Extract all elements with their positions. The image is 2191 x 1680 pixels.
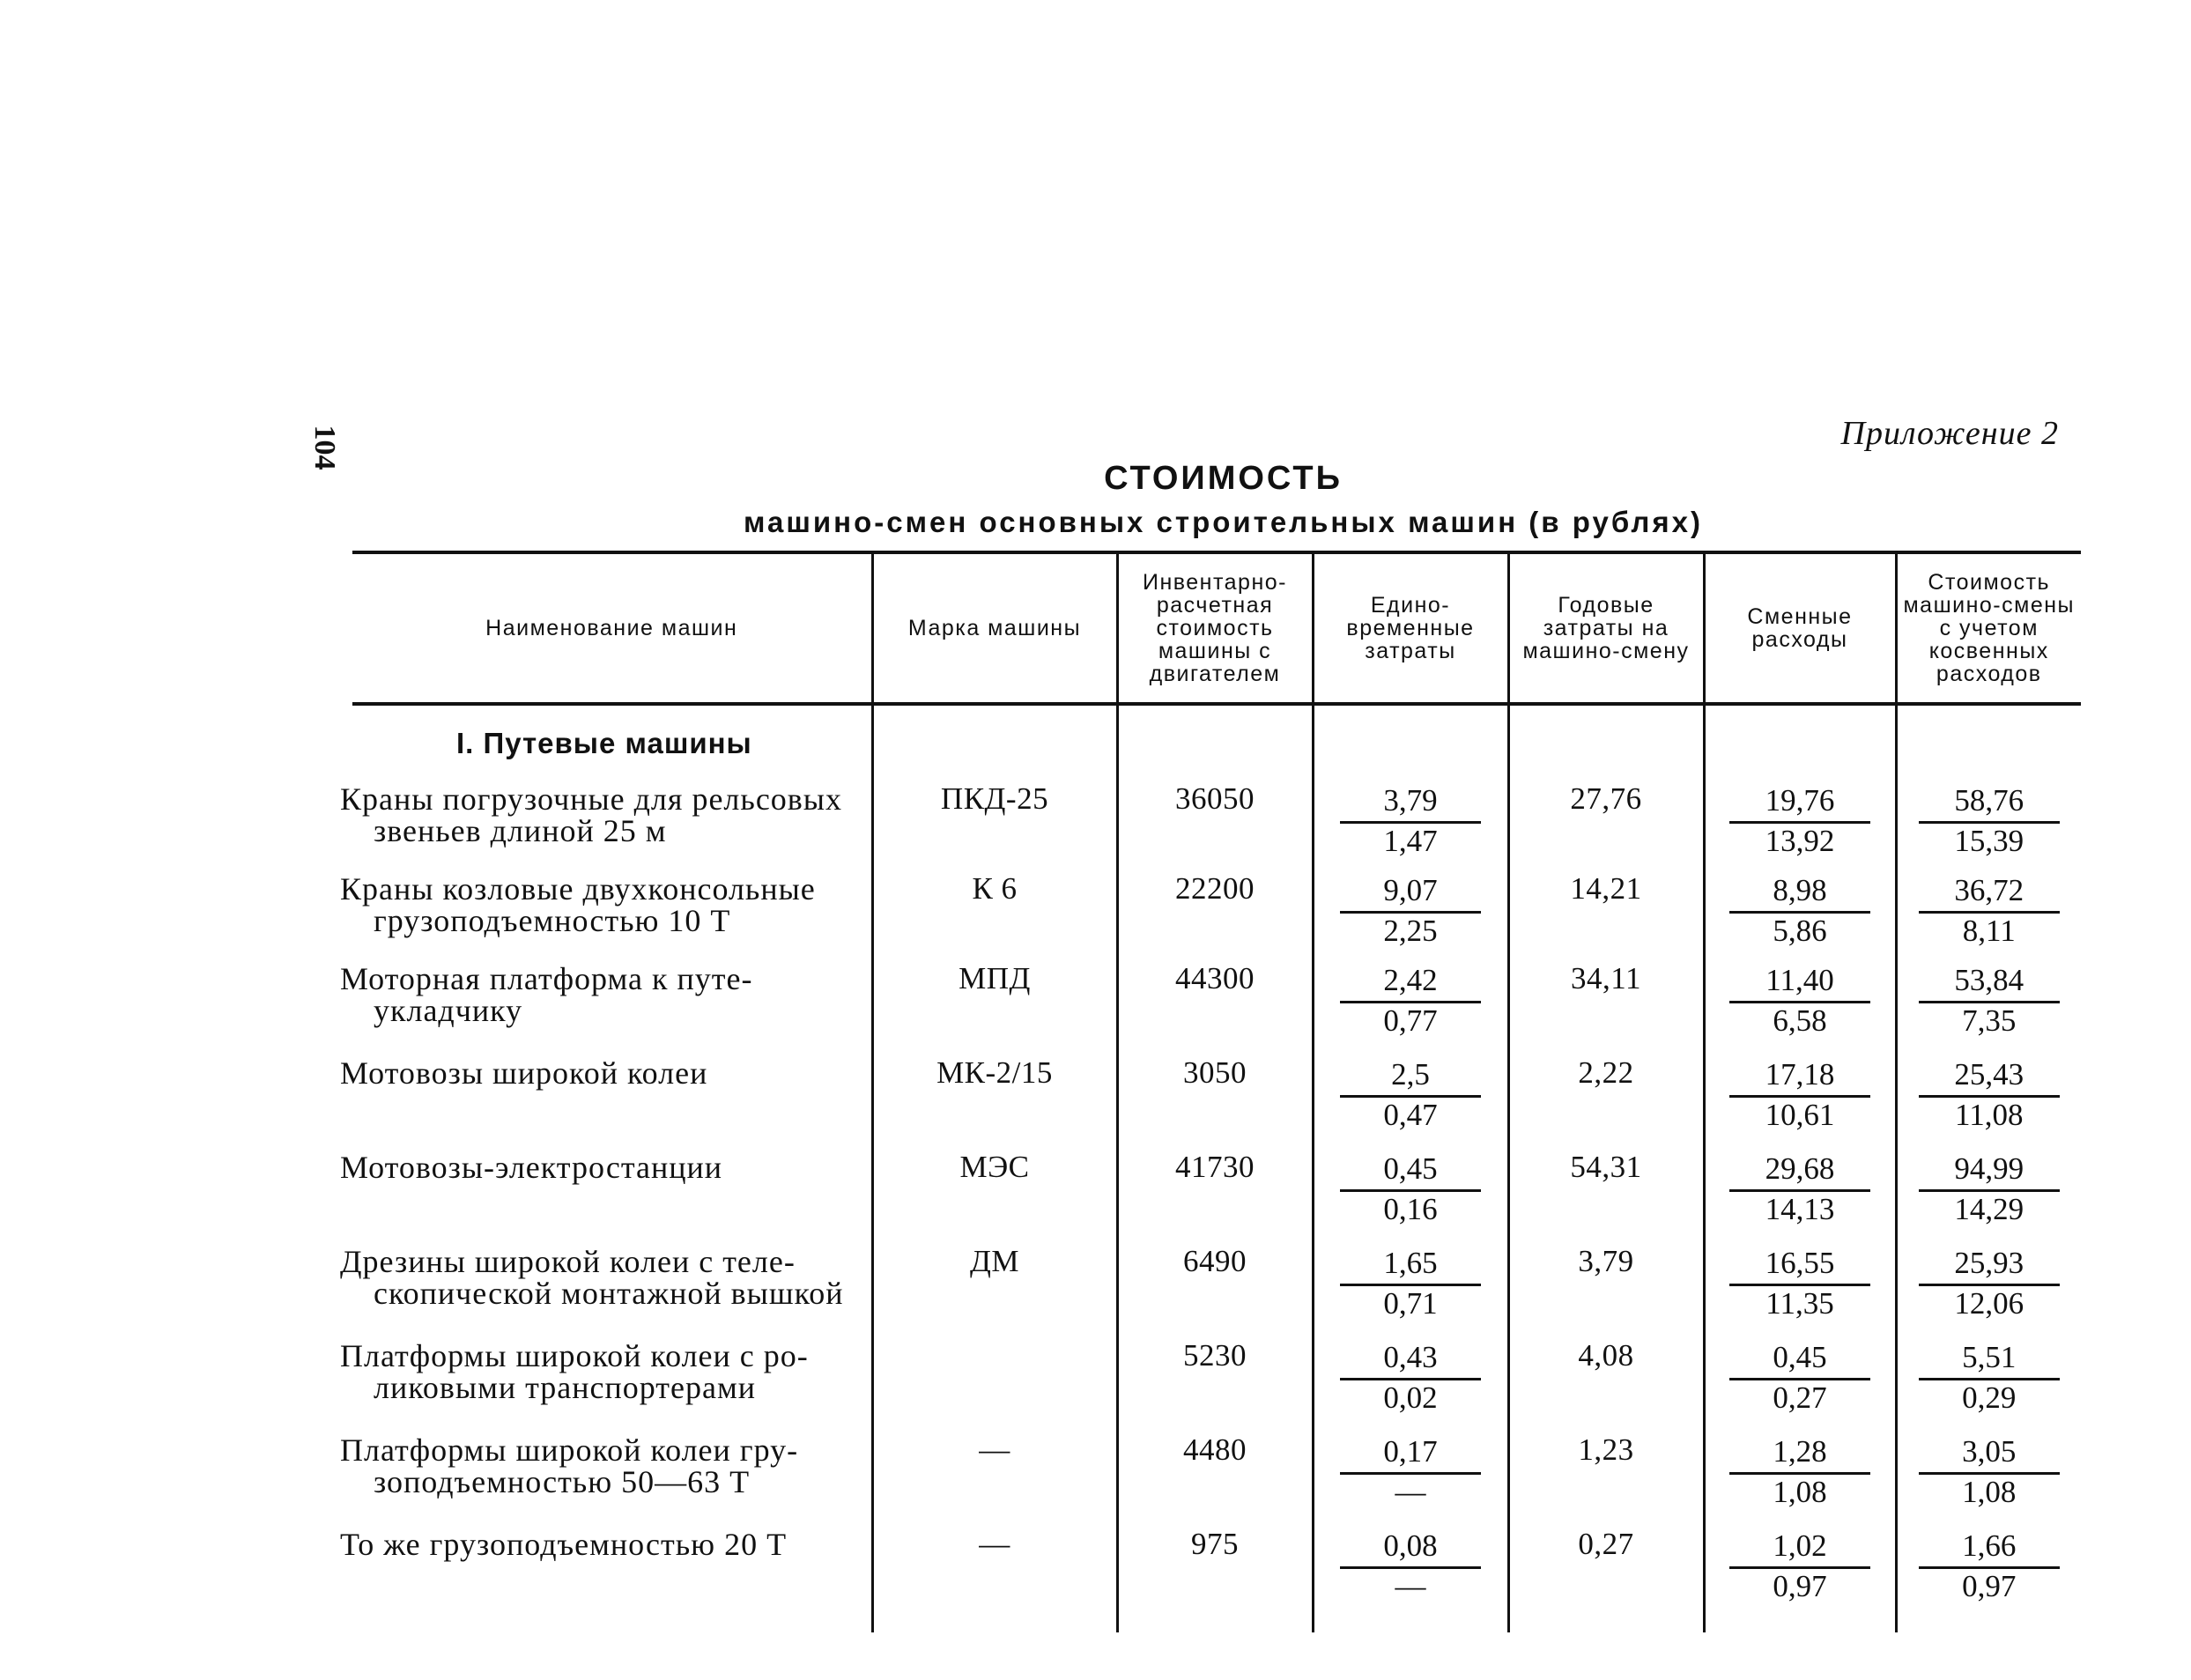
shift-numerator: 19,76 [1729, 783, 1870, 824]
inventory-cost: 5230 [1183, 1338, 1247, 1373]
one-time-denominator: 0,02 [1383, 1380, 1438, 1415]
machine-name [340, 963, 871, 1026]
table-row [352, 1340, 2081, 1434]
machine-name [340, 783, 871, 847]
one-time-fraction [1340, 1434, 1481, 1510]
one-time-numerator: 2,5 [1340, 1057, 1481, 1098]
inventory-cell [1117, 1340, 1313, 1434]
table-row [352, 1151, 2081, 1246]
table-row [352, 1528, 2081, 1632]
shift-denominator: 6,58 [1773, 1003, 1827, 1038]
total-cost-numerator: 53,84 [1919, 963, 2060, 1003]
annual-cost: 54,31 [1570, 1150, 1642, 1184]
inventory-cost: 3050 [1183, 1055, 1247, 1090]
shift-numerator: 0,45 [1729, 1340, 1870, 1380]
shift-cell [1704, 783, 1896, 873]
total-cost-denominator: 0,97 [1962, 1569, 2017, 1603]
annual-cost: 2,22 [1578, 1055, 1634, 1090]
shift-denominator: 11,35 [1765, 1286, 1834, 1321]
shift-numerator: 16,55 [1729, 1246, 1870, 1286]
total-cost-numerator: 5,51 [1919, 1340, 2060, 1380]
machine-mark: МЭС [959, 1150, 1030, 1184]
shift-fraction [1729, 1528, 1870, 1604]
section-empty-cell [1896, 714, 2081, 783]
inventory-cell [1117, 1151, 1313, 1246]
one-time-numerator: 0,17 [1340, 1434, 1481, 1475]
one-time-fraction [1340, 1151, 1481, 1227]
mark-cell [872, 1528, 1117, 1632]
spacer-cell [1313, 704, 1508, 714]
machine-mark: — [979, 1432, 1010, 1467]
inventory-cell [1117, 783, 1313, 873]
total-cost-numerator: 3,05 [1919, 1434, 2060, 1475]
one-time-denominator: 0,77 [1383, 1003, 1438, 1038]
total-cost-cell [1896, 1434, 2081, 1528]
machine-name-line2: зоподъемностью 50—63 Т [374, 1464, 751, 1499]
one-time-cell [1313, 873, 1508, 963]
spacer-cell [1508, 704, 1704, 714]
inventory-cost: 975 [1191, 1527, 1239, 1561]
table-header-row [352, 552, 2081, 704]
annual-cost: 0,27 [1578, 1527, 1634, 1561]
total-cost-fraction [1919, 1057, 2060, 1133]
total-cost-cell [1896, 783, 2081, 873]
header-machine-name: Наименование машин [352, 552, 872, 704]
inventory-cost: 4480 [1183, 1432, 1247, 1467]
machine-name-line1: То же грузоподъемностью 20 Т [340, 1527, 788, 1562]
shift-numerator: 29,68 [1729, 1151, 1870, 1192]
one-time-cell [1313, 1434, 1508, 1528]
machine-name-line2: скопической монтажной вышкой [374, 1276, 844, 1311]
annual-cost: 34,11 [1571, 961, 1641, 995]
one-time-fraction [1340, 873, 1481, 949]
inventory-cell [1117, 1057, 1313, 1151]
shift-fraction [1729, 783, 1870, 859]
machine-name-cell [340, 871, 872, 963]
one-time-denominator: 2,25 [1383, 914, 1438, 948]
machine-name [340, 1246, 871, 1309]
shift-denominator: 13,92 [1765, 824, 1835, 858]
machine-name-cell [340, 781, 872, 873]
total-cost-denominator: 1,08 [1962, 1475, 2017, 1509]
one-time-numerator: 0,08 [1340, 1528, 1481, 1569]
machine-name-cell [340, 1432, 872, 1528]
machine-mark: МК-2/15 [936, 1055, 1053, 1090]
one-time-denominator: — [1395, 1475, 1426, 1509]
machine-mark: ДМ [970, 1244, 1019, 1278]
one-time-numerator: 0,45 [1340, 1151, 1481, 1192]
annual-cost: 1,23 [1578, 1432, 1634, 1467]
inventory-cost: 41730 [1175, 1150, 1255, 1184]
one-time-cell [1313, 1057, 1508, 1151]
total-cost-cell [1896, 1528, 2081, 1632]
total-cost-fraction [1919, 1528, 2060, 1604]
annual-cell [1508, 1057, 1704, 1151]
total-cost-numerator: 25,43 [1919, 1057, 2060, 1098]
machine-name-cell [340, 961, 872, 1057]
total-cost-fraction [1919, 1246, 2060, 1321]
one-time-fraction [1340, 1246, 1481, 1321]
one-time-numerator: 1,65 [1340, 1246, 1481, 1286]
machine-mark: К 6 [972, 871, 1018, 906]
table-row [352, 873, 2081, 963]
shift-numerator: 11,40 [1729, 963, 1870, 1003]
total-cost-denominator: 0,29 [1962, 1380, 2017, 1415]
shift-fraction [1729, 1434, 1870, 1510]
total-cost-denominator: 14,29 [1954, 1192, 2024, 1226]
section-empty-cell [1117, 714, 1313, 783]
shift-cell [1704, 1151, 1896, 1246]
machine-mark: — [979, 1527, 1010, 1561]
mark-cell [872, 963, 1117, 1057]
section-title: I. Путевые машины [456, 727, 752, 759]
one-time-cell [1313, 1340, 1508, 1434]
shift-cell [1704, 1246, 1896, 1340]
header-inventory-cost: Инвентарно-расчетная стоимость машины с двигателем [1117, 552, 1313, 704]
inventory-cell [1117, 1434, 1313, 1528]
section-row [352, 714, 2081, 783]
machine-name [340, 873, 871, 936]
section-empty-cell [1508, 714, 1704, 783]
total-cost-fraction [1919, 1340, 2060, 1416]
annual-cell [1508, 873, 1704, 963]
annual-cell [1508, 1246, 1704, 1340]
shift-numerator: 8,98 [1729, 873, 1870, 914]
one-time-denominator: 0,16 [1383, 1192, 1438, 1226]
spacer-cell [1704, 704, 1896, 714]
shift-cell [1704, 1057, 1896, 1151]
inventory-cell [1117, 1528, 1313, 1632]
appendix-label: Приложение 2 [1840, 415, 2059, 452]
annual-cost: 14,21 [1570, 871, 1642, 906]
total-cost-numerator: 94,99 [1919, 1151, 2060, 1192]
section-cell [352, 714, 872, 783]
machine-name [340, 1151, 871, 1183]
shift-fraction [1729, 1340, 1870, 1416]
shift-cell [1704, 963, 1896, 1057]
total-cost-numerator: 36,72 [1919, 873, 2060, 914]
one-time-cell [1313, 1246, 1508, 1340]
one-time-fraction [1340, 1340, 1481, 1416]
table-row [352, 1246, 2081, 1340]
mark-cell [872, 1151, 1117, 1246]
spacer-row [352, 704, 2081, 714]
section-empty-cell [1704, 714, 1896, 783]
one-time-numerator: 9,07 [1340, 873, 1481, 914]
machine-name-line1: Дрезины широкой колеи с теле- [340, 1244, 796, 1279]
one-time-fraction [1340, 1057, 1481, 1133]
one-time-denominator: 1,47 [1383, 824, 1438, 858]
mark-cell [872, 1246, 1117, 1340]
inventory-cost: 6490 [1183, 1244, 1247, 1278]
inventory-cell [1117, 873, 1313, 963]
machine-name-line2: укладчику [374, 993, 523, 1028]
one-time-numerator: 0,43 [1340, 1340, 1481, 1380]
machine-name-cell [340, 1338, 872, 1434]
total-cost-cell [1896, 1057, 2081, 1151]
total-cost-denominator: 8,11 [1962, 914, 2016, 948]
machine-name-cell [340, 1055, 872, 1151]
shift-cell [1704, 1340, 1896, 1434]
inventory-cost: 44300 [1175, 961, 1255, 995]
mark-cell [872, 1057, 1117, 1151]
total-cost-cell [1896, 1340, 2081, 1434]
annual-cost: 3,79 [1578, 1244, 1634, 1278]
total-cost-numerator: 25,93 [1919, 1246, 2060, 1286]
total-cost-fraction [1919, 963, 2060, 1039]
machine-name-line2: ликовыми транспортерами [374, 1370, 757, 1405]
total-cost-numerator: 1,66 [1919, 1528, 2060, 1569]
one-time-cell [1313, 963, 1508, 1057]
machine-name-cell [340, 1527, 872, 1632]
document-subtitle: машино-смен основных строительных машин (в рублях) [744, 506, 1703, 538]
header-annual-costs: Годовые затраты на машино-смену [1508, 552, 1704, 704]
machine-name-line1: Моторная платформа к путе- [340, 961, 753, 996]
shift-denominator: 0,97 [1773, 1569, 1827, 1603]
shift-numerator: 1,28 [1729, 1434, 1870, 1475]
machine-mark: МПД [959, 961, 1031, 995]
annual-cell [1508, 1528, 1704, 1632]
mark-cell [872, 1340, 1117, 1434]
one-time-cell [1313, 783, 1508, 873]
spacer-cell [352, 704, 872, 714]
total-cost-fraction [1919, 873, 2060, 949]
total-cost-denominator: 7,35 [1962, 1003, 2017, 1038]
machine-name-line1: Краны козловые двухконсольные [340, 871, 816, 907]
total-cost-fraction [1919, 783, 2060, 859]
shift-fraction [1729, 1151, 1870, 1227]
machine-name [340, 1057, 871, 1089]
shift-cell [1704, 1528, 1896, 1632]
machine-name-line1: Мотовозы широкой колеи [340, 1055, 708, 1091]
one-time-cell [1313, 1528, 1508, 1632]
mark-cell [872, 783, 1117, 873]
table-row [352, 783, 2081, 873]
shift-fraction [1729, 1246, 1870, 1321]
inventory-cost: 22200 [1175, 871, 1255, 906]
total-cost-denominator: 12,06 [1954, 1286, 2024, 1321]
spacer-cell [1117, 704, 1313, 714]
table-row [352, 1434, 2081, 1528]
header-machine-mark: Марка машины [872, 552, 1117, 704]
total-cost-cell [1896, 1246, 2081, 1340]
section-empty-cell [872, 714, 1117, 783]
table-row [352, 1057, 2081, 1151]
annual-cell [1508, 1340, 1704, 1434]
spacer-cell [1896, 704, 2081, 714]
annual-cost: 27,76 [1570, 781, 1642, 816]
machine-cost-table [340, 551, 2081, 1632]
annual-cell [1508, 783, 1704, 873]
annual-cost: 4,08 [1578, 1338, 1634, 1373]
inventory-cell [1117, 963, 1313, 1057]
one-time-cell [1313, 1151, 1508, 1246]
one-time-denominator: 0,71 [1383, 1286, 1438, 1321]
mark-cell [872, 873, 1117, 963]
page-number: 104 [308, 425, 341, 470]
shift-fraction [1729, 873, 1870, 949]
one-time-fraction [1340, 963, 1481, 1039]
inventory-cost: 36050 [1175, 781, 1255, 816]
shift-denominator: 10,61 [1765, 1098, 1835, 1132]
machine-name-line1: Мотовозы-электростанции [340, 1150, 723, 1185]
one-time-numerator: 3,79 [1340, 783, 1481, 824]
shift-numerator: 1,02 [1729, 1528, 1870, 1569]
machine-name-line2: звеньев длиной 25 м [374, 813, 667, 848]
shift-denominator: 5,86 [1773, 914, 1827, 948]
shift-denominator: 1,08 [1773, 1475, 1827, 1509]
shift-numerator: 17,18 [1729, 1057, 1870, 1098]
machine-name-line1: Краны погрузочные для рельсовых [340, 781, 842, 817]
annual-cell [1508, 1434, 1704, 1528]
mark-cell [872, 1434, 1117, 1528]
shift-cell [1704, 1434, 1896, 1528]
machine-name-cell [340, 1244, 872, 1340]
header-shift-cost-total: Стоимость машино-смены с учетом косвенных расходов [1896, 552, 2081, 704]
total-cost-cell [1896, 1151, 2081, 1246]
one-time-fraction [1340, 783, 1481, 859]
one-time-numerator: 2,42 [1340, 963, 1481, 1003]
shift-denominator: 0,27 [1773, 1380, 1827, 1415]
document-title: СТОИМОСТЬ [1104, 460, 1343, 497]
machine-name [340, 1434, 871, 1498]
total-cost-denominator: 11,08 [1955, 1098, 2024, 1132]
machine-name-line1: Платформы широкой колеи гру- [340, 1432, 799, 1468]
section-empty-cell [1313, 714, 1508, 783]
total-cost-denominator: 15,39 [1954, 824, 2024, 858]
one-time-denominator: — [1395, 1569, 1426, 1603]
machine-name-line2: грузоподъемностью 10 Т [374, 903, 731, 938]
one-time-denominator: 0,47 [1383, 1098, 1438, 1132]
shift-fraction [1729, 963, 1870, 1039]
shift-denominator: 14,13 [1765, 1192, 1835, 1226]
spacer-cell [872, 704, 1117, 714]
shift-fraction [1729, 1057, 1870, 1133]
total-cost-fraction [1919, 1434, 2060, 1510]
total-cost-cell [1896, 873, 2081, 963]
annual-cell [1508, 1151, 1704, 1246]
machine-name [340, 1340, 871, 1403]
machine-name [340, 1528, 871, 1560]
annual-cell [1508, 963, 1704, 1057]
table-row [352, 963, 2081, 1057]
total-cost-fraction [1919, 1151, 2060, 1227]
shift-cell [1704, 873, 1896, 963]
machine-name-cell [340, 1150, 872, 1246]
header-one-time-costs: Едино-временные затраты [1313, 552, 1508, 704]
machine-mark: ПКД-25 [940, 781, 1049, 816]
one-time-fraction [1340, 1528, 1481, 1604]
machine-name-line1: Платформы широкой колеи с ро- [340, 1338, 809, 1373]
total-cost-numerator: 58,76 [1919, 783, 2060, 824]
inventory-cell [1117, 1246, 1313, 1340]
total-cost-cell [1896, 963, 2081, 1057]
header-shift-expenses: Сменные расходы [1704, 552, 1896, 704]
